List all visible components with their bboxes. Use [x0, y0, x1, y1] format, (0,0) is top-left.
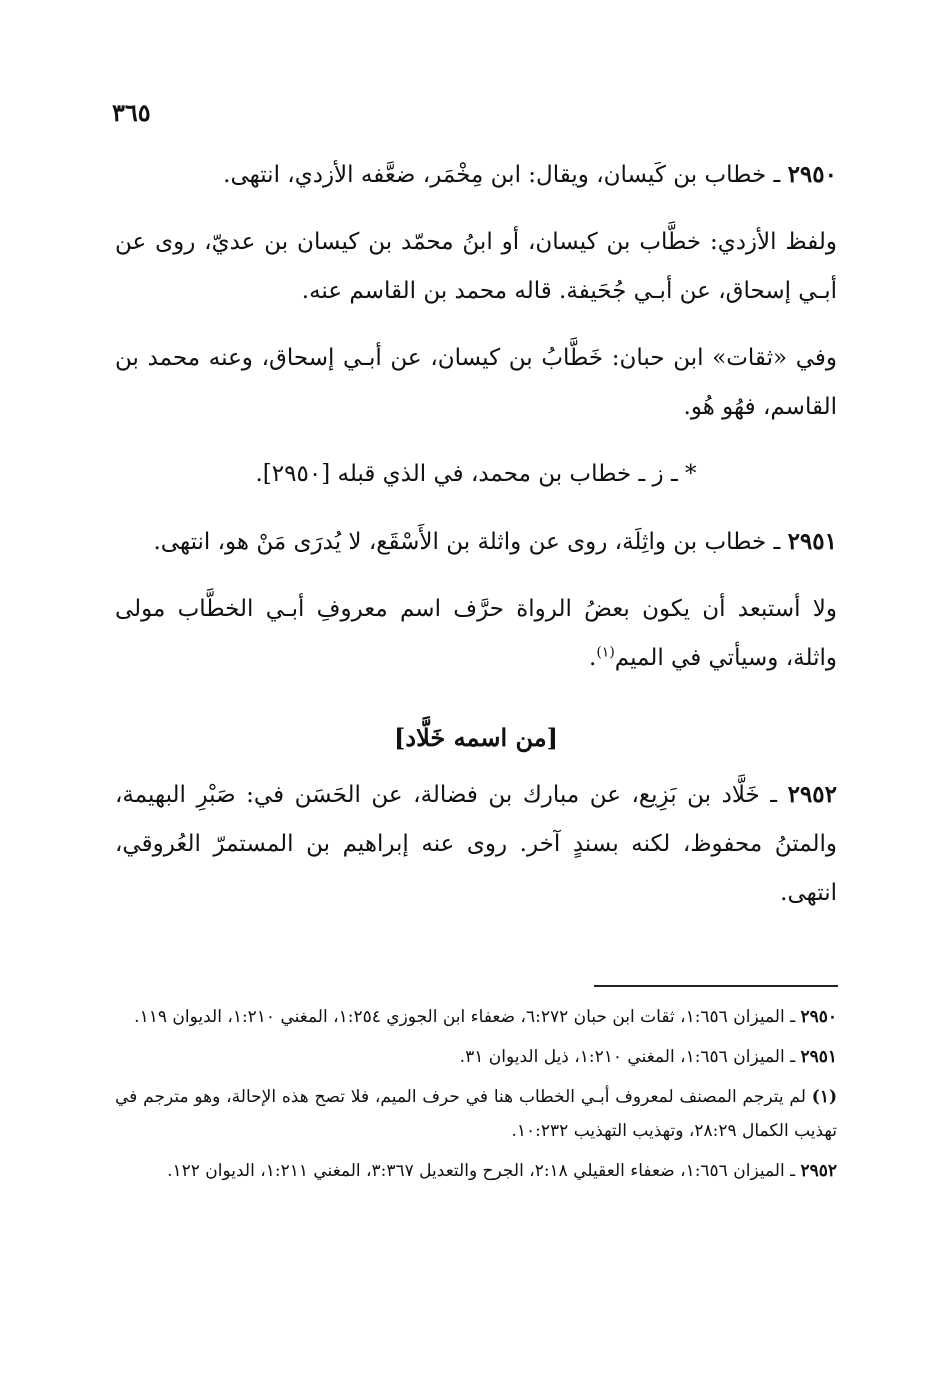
paragraph-author-note	[115, 585, 837, 683]
entry-number: ٢٩٥٢	[787, 781, 837, 808]
entry-cross-reference: * ـ ز ـ خطاب بن محمد، في الذي قبله [٢٩٥٠].	[255, 461, 697, 487]
footnote-1	[115, 1080, 837, 1148]
page-number: ٣٦٥	[112, 98, 151, 127]
footnote-number: ٢٩٥٢	[800, 1161, 837, 1181]
main-text	[115, 150, 837, 936]
paragraph-ibn-hibban: وفي «ثقات» ابن حبان: خَطَّابُ بن كيسان، عن أبـي إسحاق، وعنه محمد بن القاسم، فهُو هُو.	[115, 345, 837, 420]
note-end: .	[589, 645, 597, 671]
footnotes	[115, 1000, 837, 1194]
footnote-reference: (١)	[596, 644, 615, 661]
footnote-text: ـ الميزان ١:٦٥٦، ضعفاء العقيلي ٢:١٨، الجرح والتعديل ٣:٣٦٧، المغني ١:٢١١، الديوان ١٢٢.	[167, 1161, 801, 1181]
section-heading: [من اسمه خَلَّاد]	[394, 723, 558, 752]
entry-2951	[115, 517, 837, 567]
note-text: ولا أستبعد أن يكون بعضُ الرواة حرَّف اسم معروفِ أبـي الخطَّاب مولى واثلة، وسيأتي في الميم	[115, 596, 837, 671]
entry-text: ـ خطاب بن كَيسان، ويقال: ابن مِخْمَر، ضعَّفه الأزدي، انتهى.	[223, 162, 788, 188]
footnote-2951	[115, 1040, 837, 1074]
footnote-2952	[115, 1154, 837, 1188]
entry-number: ٢٩٥٠	[787, 161, 837, 188]
footnote-text: ـ الميزان ١:٦٥٦، ثقات ابن حبان ٦:٢٧٢، ضعفاء ابن الجوزي ١:٢٥٤، المغني ١:٢١٠، الديوان ١١٩.	[134, 1007, 801, 1027]
entry-2950	[115, 150, 837, 200]
entry-2952	[115, 770, 837, 918]
entry-number: ٢٩٥١	[787, 528, 837, 555]
footnote-divider	[594, 985, 838, 987]
footnote-number: (١)	[811, 1087, 837, 1107]
footnote-number: ٢٩٥١	[800, 1047, 837, 1067]
footnote-text: لم يترجم المصنف لمعروف أبـي الخطاب هنا في حرف الميم، فلا تصح هذه الإحالة، وهو مترجم في تهذيب الكمال ٢٨:٢٩، وتهذيب التهذيب ١٠:٢٣٢.	[115, 1087, 837, 1141]
entry-text: ـ خَلَّاد بن بَزِيع، عن مبارك بن فضالة، عن الحَسَن في: صَبْرِ البهيمة، والمتنُ محفوظ، لكنه بسندٍ آخر. روى عنه إبراهيم بن المستمرّ العُروقي، انتهى.	[115, 782, 837, 906]
footnote-text: ـ الميزان ١:٦٥٦، المغني ١:٢١٠، ذيل الديوان ٣١.	[459, 1047, 801, 1067]
paragraph-azdi-wording: ولفظ الأزدي: خطَّاب بن كيسان، أو ابنُ محمّد بن كيسان بن عديّ، روى عن أبـي إسحاق، عن أبـي جُحَيفة. قاله محمد بن القاسم عنه.	[115, 229, 837, 304]
footnote-2950	[115, 1000, 837, 1034]
footnote-number: ٢٩٥٠	[800, 1007, 837, 1027]
entry-text: ـ خطاب بن واثِلَة، روى عن واثلة بن الأَسْقَع، لا يُدرَى مَنْ هو، انتهى.	[153, 529, 788, 555]
